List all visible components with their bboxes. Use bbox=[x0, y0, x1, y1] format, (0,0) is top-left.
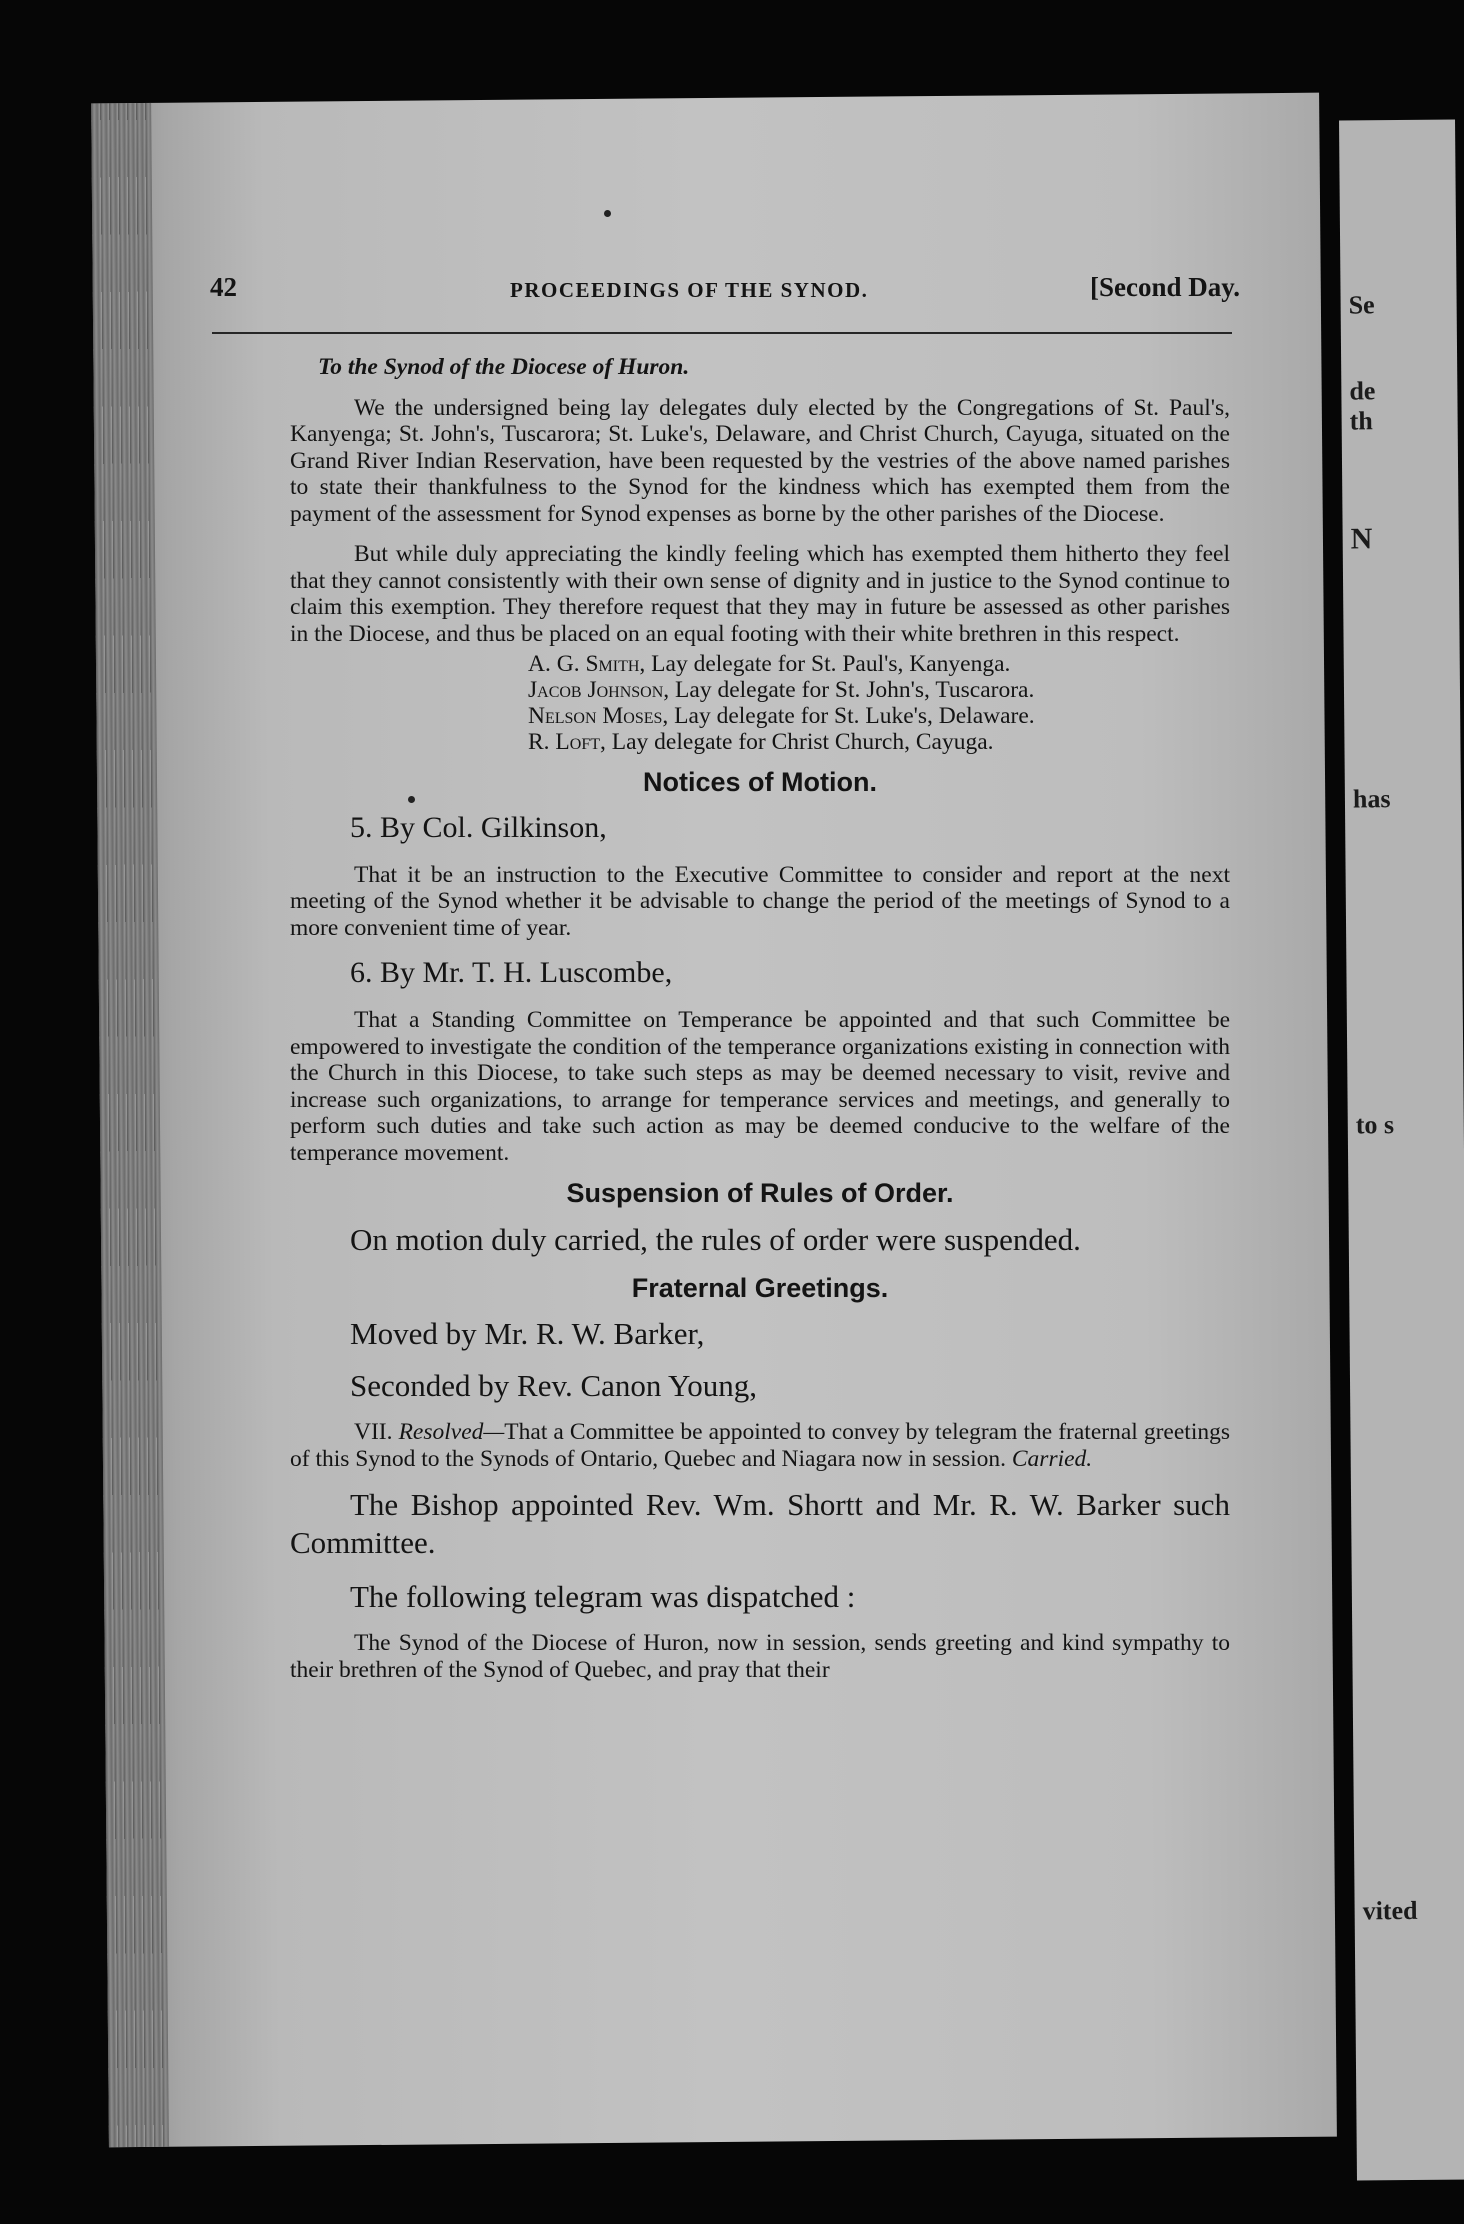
page-content bbox=[290, 348, 1230, 1697]
signature-line bbox=[528, 729, 1230, 755]
letter-paragraph: We the undersigned being lay delegates duly elected by the Congregations of St. Paul's, Kanyenga; St. John's, Tuscarora; St. Luke's, Delaware, and Christ Church, Cayuga, situated on the Grand River Indian Reservation, have been requested by the vestries of the above named parishes to state their thankfulness to the Synod for the kindness which has exempted them from the payment of the assessment for Synod expenses as borne by the other parishes of the Diocese. bbox=[290, 394, 1230, 527]
running-title: PROCEEDINGS OF THE SYNOD. bbox=[510, 278, 869, 302]
facing-fragment: to s bbox=[1355, 1110, 1395, 1140]
letter-addressee: To the Synod of the Diocese of Huron. bbox=[318, 354, 690, 380]
signatory-role: Lay delegate for Christ Church, Cayuga. bbox=[611, 729, 994, 755]
facing-fragment: th bbox=[1349, 406, 1373, 436]
motion-heading: 6. By Mr. T. H. Luscombe, bbox=[350, 956, 673, 989]
signatory-name: A. G. Smith, bbox=[528, 651, 646, 677]
telegram-intro: The following telegram was dispatched : bbox=[350, 1579, 856, 1614]
signature-line bbox=[528, 651, 1230, 677]
signature-line bbox=[528, 703, 1230, 729]
committee-appointment: The Bishop appointed Rev. Wm. Shortt and Mr. R. W. Barker such Committee. bbox=[290, 1487, 1230, 1560]
signature-line bbox=[528, 677, 1230, 703]
letter-paragraph: But while duly appreciating the kindly feeling which has exempted them hitherto they feel that they cannot consistently with their own sense of dignity and in justice to the Synod continue to claim this exemption. They therefore request that they may in future be assessed as other parishes in the Diocese, and thus be placed on an equal footing with their white brethren in this respect. bbox=[290, 541, 1230, 647]
resolution bbox=[290, 1419, 1230, 1472]
seconded-by: Seconded by Rev. Canon Young, bbox=[350, 1368, 758, 1403]
page-number: 42 bbox=[210, 272, 237, 302]
resolved-label: Resolved— bbox=[398, 1419, 505, 1445]
signatory-name: Jacob Johnson, bbox=[528, 677, 670, 703]
carried-label: Carried. bbox=[1011, 1445, 1093, 1472]
signatory-role: Lay delegate for St. Paul's, Kanyenga. bbox=[651, 651, 1011, 677]
section-heading: Fraternal Greetings. bbox=[631, 1272, 889, 1303]
ink-speck bbox=[604, 210, 611, 217]
section-heading: Suspension of Rules of Order. bbox=[566, 1178, 954, 1208]
signatory-name: R. Loft, bbox=[528, 729, 606, 755]
motion-text: That it be an instruction to the Executive Committee to consider and report at the next meeting of the Synod whether it be advisable to change the period of the meetings of Synod to a more convenient time of year. bbox=[290, 861, 1230, 941]
facing-fragment: de bbox=[1349, 376, 1376, 406]
facing-page bbox=[1339, 120, 1464, 2181]
suspension-text: On motion duly carried, the rules of order were suspended. bbox=[350, 1221, 1081, 1257]
telegram-text: The Synod of the Diocese of Huron, now in session, sends greeting and kind sympathy to their brethren of the Synod of Quebec, and pray that their bbox=[290, 1630, 1230, 1683]
running-header bbox=[210, 272, 1240, 312]
facing-fragment: vited bbox=[1362, 1895, 1418, 1926]
facing-fragment: has bbox=[1352, 784, 1391, 814]
motion-heading: 5. By Col. Gilkinson, bbox=[350, 810, 607, 844]
signatory-name: Nelson Moses, bbox=[528, 703, 669, 729]
facing-fragment: N bbox=[1350, 522, 1373, 556]
signatory-role: Lay delegate for St. John's, Tuscarora. bbox=[675, 677, 1035, 703]
section-heading: Notices of Motion. bbox=[643, 767, 877, 797]
motion-text: That a Standing Committee on Temperance be appointed and that such Committee be empowered to investigate the condition of the temperance organizations existing in connection with the Church in this Diocese, to take such steps as may be deemed necessary to visit, revive and increase such organizations, to arrange for temperance services and meetings, and generally to perform such duties and take such action as may be deemed conducive to the welfare of the temperance movement. bbox=[290, 1007, 1230, 1166]
header-rule bbox=[212, 332, 1232, 334]
signature-block bbox=[528, 651, 1230, 755]
page-edge-shadow bbox=[91, 103, 169, 2147]
facing-fragment: Se bbox=[1348, 290, 1375, 320]
resolution-text: That a Committee be appointed to convey by telegram the fraternal greetings of this Synod to the Synods of Ontario, Quebec and Niagara now in session. bbox=[290, 1419, 1230, 1472]
signatory-role: Lay delegate for St. Luke's, Delaware. bbox=[674, 703, 1035, 729]
day-label: [Second Day. bbox=[1089, 272, 1240, 302]
resolution-number: VII. bbox=[354, 1419, 393, 1445]
moved-by: Moved by Mr. R. W. Barker, bbox=[350, 1316, 705, 1351]
